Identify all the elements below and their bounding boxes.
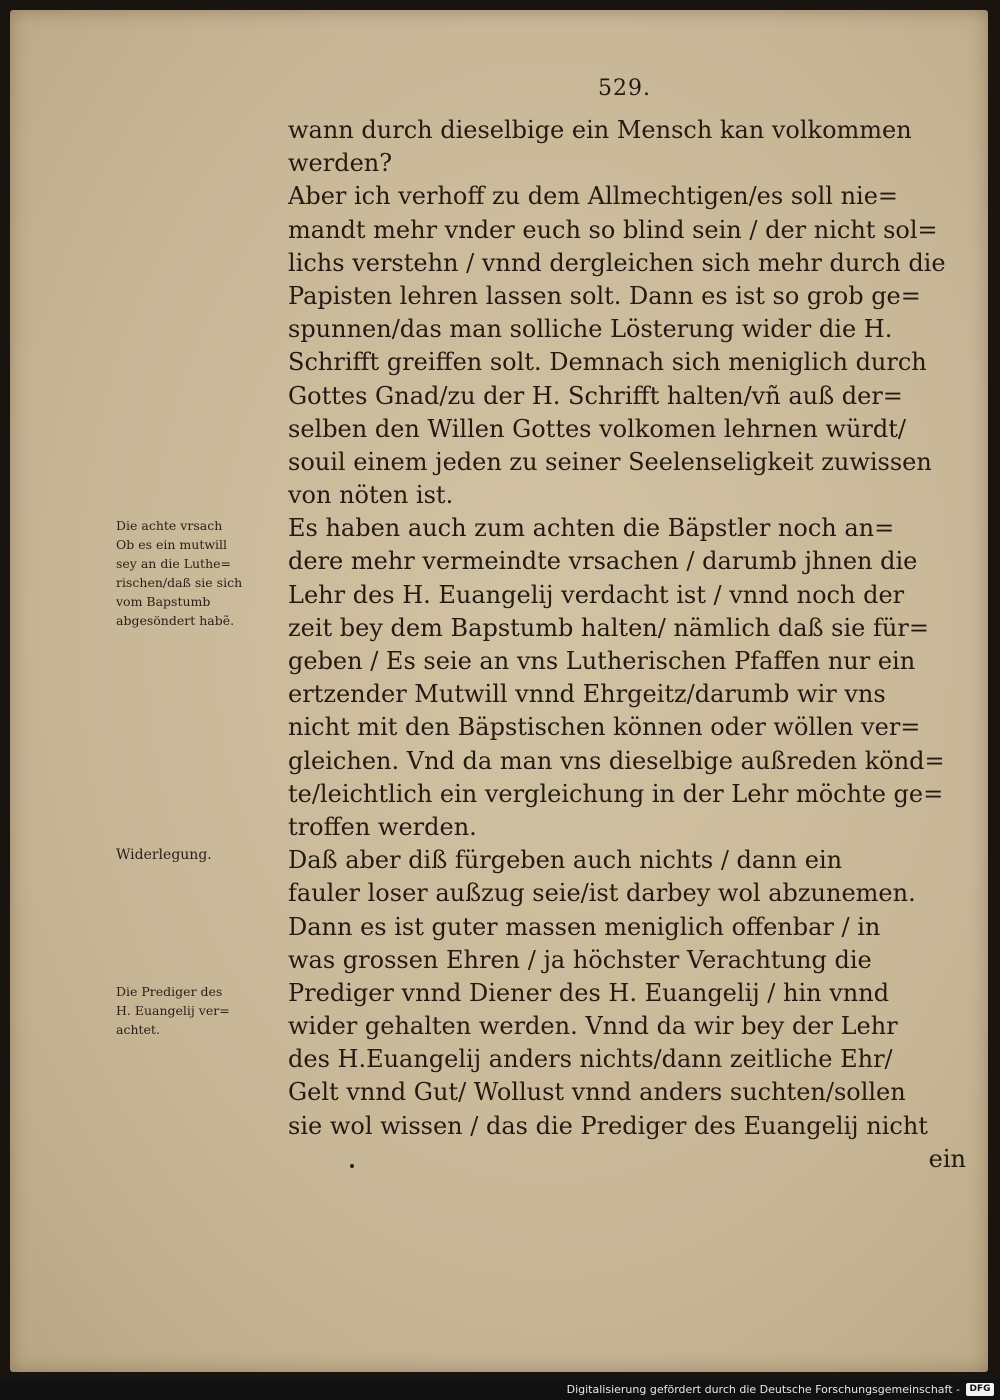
- text-line: gleichen. Vnd da man vns dieselbige außreden könd=: [288, 746, 945, 775]
- text-line: Schrifft greiffen solt. Demnach sich meniglich durch: [288, 348, 927, 377]
- dfg-logo: DFG: [966, 1383, 994, 1396]
- marginal-note-preachers: [116, 982, 286, 1039]
- marginal-line: Die Prediger des: [116, 984, 223, 999]
- text-line: fauler loser außzug seie/ist darbey wol abzunemen.: [288, 879, 916, 908]
- text-line: spunnen/das man solliche Lösterung wider die H.: [288, 315, 893, 344]
- text-line: wider gehalten werden. Vnnd da wir bey der Lehr: [288, 1012, 898, 1041]
- page-number: 529.: [598, 76, 651, 101]
- marginal-line: abgesöndert habẽ.: [116, 613, 235, 628]
- marginal-line: vom Bapstumb: [116, 594, 211, 609]
- footer-bar: [0, 1380, 1000, 1400]
- text-line: dere mehr vermeindte vrsachen / darumb jhnen die: [288, 547, 918, 576]
- ink-dot: [350, 1164, 354, 1168]
- text-line: ertzender Mutwill vnnd Ehrgeitz/darumb wir vns: [288, 680, 886, 709]
- marginal-line: achtet.: [116, 1022, 160, 1037]
- text-line: Daß aber diß fürgeben auch nichts / dann ein: [288, 846, 843, 875]
- text-line: Prediger vnnd Diener des H. Euangelij / hin vnnd: [288, 978, 890, 1007]
- text-line: des H.Euangelij anders nichts/dann zeitliche Ehr/: [288, 1045, 893, 1074]
- text-line: Gottes Gnad/zu der H. Schrifft halten/vñ auß der=: [288, 381, 903, 410]
- text-line: Es haben auch zum achten die Bäpstler noch an=: [288, 514, 895, 543]
- text-line: te/leichtlich ein vergleichung in der Lehr möchte ge=: [288, 779, 944, 808]
- text-line: nicht mit den Bäpstischen können oder wöllen ver=: [288, 713, 921, 742]
- funding-notice: Digitalisierung gefördert durch die Deutsche Forschungsgemeinschaft -: [566, 1383, 960, 1396]
- marginal-line: H. Euangelij ver=: [116, 1003, 230, 1018]
- text-line: zeit bey dem Bapstumb halten/ nämlich daß sie für=: [288, 613, 929, 642]
- text-line: von nöten ist.: [288, 481, 454, 510]
- text-line: selben den Willen Gottes volkomen lehrnen würdt/: [288, 414, 906, 443]
- marginal-note-refutation: [116, 846, 286, 865]
- text-line: mandt mehr vnder euch so blind sein / der nicht sol=: [288, 215, 938, 244]
- text-line: sie wol wissen / das die Prediger des Euangelij nicht: [288, 1111, 928, 1140]
- text-line: geben / Es seie an vns Lutherischen Pfaffen nur ein: [288, 647, 916, 675]
- text-line: troffen werden.: [288, 812, 477, 841]
- text-line: Gelt vnnd Gut/ Wollust vnnd anders suchten/sollen: [288, 1078, 906, 1107]
- text-line: Aber ich verhoff zu dem Allmechtigen/es soll nie=: [288, 182, 899, 211]
- text-line: was grossen Ehren / ja höchster Verachtung die: [288, 945, 872, 974]
- text-line: Papisten lehren lassen solt. Dann es ist so grob ge=: [288, 281, 921, 310]
- text-line: Lehr des H. Euangelij verdacht ist / vnnd noch der: [288, 580, 905, 609]
- text-line: lichs verstehn / vnnd dergleichen sich mehr durch die: [288, 248, 946, 277]
- text-line: Dann es ist guter massen meniglich offenbar / in: [288, 912, 881, 941]
- marginal-line: Die achte vrsach: [116, 518, 223, 533]
- book-page: [10, 10, 988, 1372]
- marginal-line: Widerlegung.: [116, 847, 212, 863]
- catchword: ein: [928, 1144, 966, 1173]
- marginal-line: rischen/daß sie sich: [116, 575, 243, 590]
- body-text: [288, 114, 978, 1176]
- marginal-note-reason: [116, 516, 286, 630]
- marginal-line: Ob es ein mutwill: [116, 537, 228, 552]
- text-line: souil einem jeden zu seiner Seelenseligkeit zuwissen: [288, 447, 932, 476]
- text-line: wann durch dieselbige ein Mensch kan volkommen: [288, 116, 912, 144]
- marginal-line: sey an die Luthe=: [116, 556, 231, 571]
- text-line: werden?: [288, 149, 393, 178]
